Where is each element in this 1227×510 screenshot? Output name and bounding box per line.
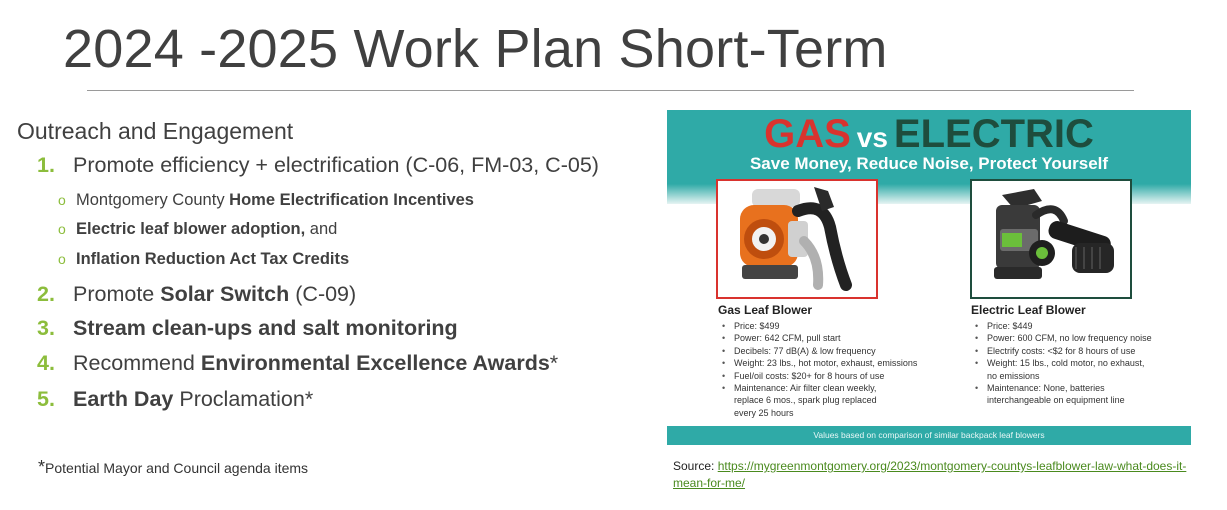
work-plan-item-1 — [37, 153, 599, 178]
work-plan-item-2 — [37, 282, 356, 307]
gas-vs-electric-infographic — [667, 110, 1191, 445]
item-bold: Stream clean-ups and salt monitoring — [73, 316, 458, 340]
heading-electric: ELECTRIC — [893, 112, 1094, 156]
electric-column-title: Electric Leaf Blower — [971, 303, 1086, 317]
source-label: Source: — [673, 459, 718, 473]
sub-item-text: and — [305, 220, 338, 238]
item-bold: Solar Switch — [160, 282, 290, 306]
item-number: 1. — [37, 153, 55, 177]
item-text: Promote efficiency + electrification (C-06, FM-03, C-05) — [73, 153, 599, 177]
electric-spec-item: interchangeable on equipment line — [987, 395, 1125, 406]
gas-leaf-blower-image — [716, 179, 878, 299]
bullet-icon: o — [58, 221, 66, 237]
electric-leaf-blower-image — [970, 179, 1132, 299]
item-number: 3. — [37, 316, 55, 340]
gas-spec-list — [718, 320, 917, 419]
sub-item-1 — [58, 191, 474, 210]
item-text-after: (C-09) — [289, 282, 357, 306]
heading-gas: GAS — [764, 112, 851, 156]
sub-item-2 — [58, 220, 337, 239]
item-text: Recommend — [73, 351, 201, 375]
sub-item-3 — [58, 250, 349, 269]
infographic-subheading: Save Money, Reduce Noise, Protect Yourself — [749, 154, 1109, 173]
gas-spec-item: every 25 hours — [734, 407, 794, 418]
gas-spec-item: • Maintenance: Air filter clean weekly, — [718, 382, 917, 394]
source-link[interactable]: https://mygreenmontgomery.org/2023/montgomery-countys-leafblower-law-what-does-it-mean-for-me/ — [673, 459, 1187, 490]
item-text-after: Proclamation* — [173, 387, 314, 411]
gas-spec-item: • Weight: 23 lbs., hot motor, exhaust, emissions — [718, 357, 917, 369]
item-bold: Earth Day — [73, 387, 174, 411]
sub-item-bold: Home Electrification Incentives — [229, 191, 474, 209]
electric-spec-list — [971, 320, 1152, 407]
item-text-after: * — [549, 351, 559, 375]
work-plan-item-4 — [37, 351, 558, 376]
electric-spec-item: • Power: 600 CFM, no low frequency noise — [971, 332, 1152, 344]
sub-item-bold: Electric leaf blower adoption, — [76, 220, 306, 238]
bullet-icon: o — [58, 251, 66, 267]
electric-spec-item: no emissions — [987, 370, 1040, 381]
sub-item-text: Montgomery County — [76, 191, 230, 209]
gas-spec-item: • Power: 642 CFM, pull start — [718, 332, 917, 344]
sub-item-bold: Inflation Reduction Act Tax Credits — [76, 250, 350, 268]
item-text: Promote — [73, 282, 161, 306]
title-divider — [87, 90, 1134, 91]
electric-spec-item: • Electrify costs: <$2 for 8 hours of use — [971, 345, 1152, 357]
electric-spec-item: • Price: $449 — [971, 320, 1152, 332]
gas-spec-item: • Price: $499 — [718, 320, 917, 332]
electric-blower-icon — [972, 181, 1130, 297]
source-citation — [673, 458, 1193, 492]
footnote-text: Potential Mayor and Council agenda items — [45, 460, 309, 476]
infographic-heading — [667, 112, 1191, 157]
electric-spec-item: • Weight: 15 lbs., cold motor, no exhaust, — [971, 357, 1152, 369]
bullet-icon: o — [58, 192, 66, 208]
gas-spec-item: • Fuel/oil costs: $20+ for 8 hours of use — [718, 370, 917, 382]
slide-title: 2024 -2025 Work Plan Short-Term — [63, 19, 888, 79]
item-number: 5. — [37, 387, 55, 411]
work-plan-item-5 — [37, 387, 313, 412]
item-bold: Environmental Excellence Awards — [200, 351, 550, 375]
gas-blower-icon — [718, 181, 876, 297]
footnote — [38, 457, 308, 478]
gas-spec-item: • Decibels: 77 dB(A) & low frequency — [718, 345, 917, 357]
work-plan-item-3 — [37, 316, 458, 341]
gas-spec-item: replace 6 mos., spark plug replaced — [734, 395, 877, 406]
footnote-star: * — [38, 457, 46, 477]
item-number: 4. — [37, 351, 55, 375]
infographic-footer: Values based on comparison of similar backpack leaf blowers — [667, 426, 1191, 445]
gas-column-title: Gas Leaf Blower — [718, 303, 813, 317]
electric-spec-item: • Maintenance: None, batteries — [971, 382, 1152, 394]
heading-vs: vs — [856, 122, 888, 153]
section-heading: Outreach and Engagement — [17, 118, 294, 144]
item-number: 2. — [37, 282, 55, 306]
